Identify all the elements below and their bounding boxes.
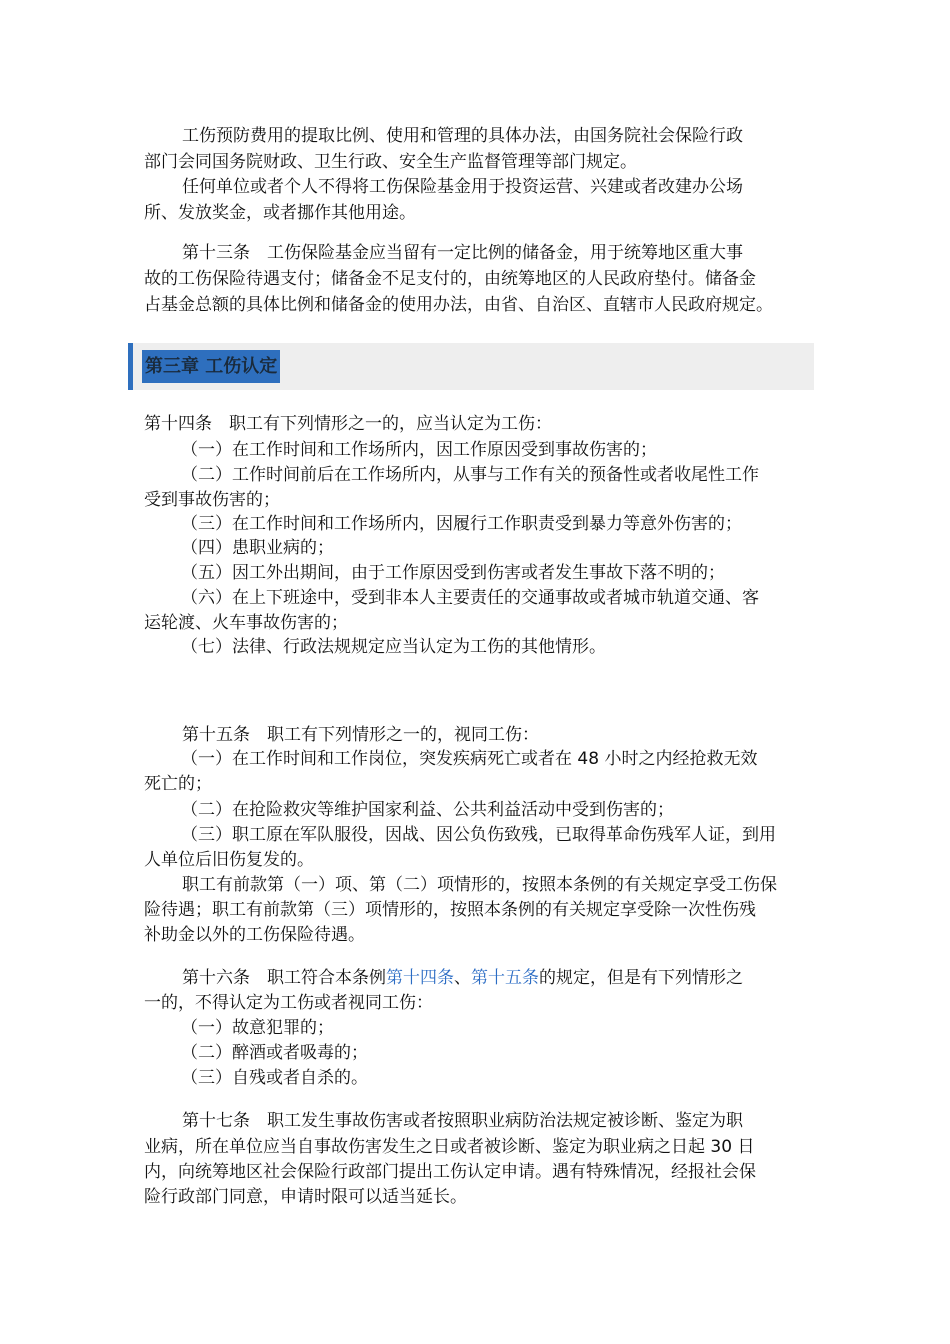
article-15-line: 死亡的； <box>144 774 212 794</box>
article-16-line <box>182 965 743 991</box>
article-16-text: 第十六条 职工符合本条例 <box>182 968 386 988</box>
article-14-line: （五）因工外出期间，由于工作原因受到伤害或者发生事故下落不明的； <box>181 563 725 583</box>
article-13-line: 故的工伤保险待遇支付；储备金不足支付的，由统筹地区的人民政府垫付。储备金 <box>144 269 756 289</box>
chapter-heading-text: 第三章 工伤认定 <box>145 356 278 377</box>
article-15-line: 险待遇；职工有前款第（三）项情形的，按照本条例的有关规定享受除一次性伤残 <box>144 900 756 920</box>
article-14-line: 运轮渡、火车事故伤害的； <box>144 613 348 633</box>
article-15-line: （三）职工原在军队服役，因战、因公负伤致残，已取得革命伤残军人证，到用 <box>181 825 776 845</box>
article-14-line: 受到事故伤害的； <box>144 490 280 510</box>
article-16-line: 一的，不得认定为工伤或者视同工伤： <box>144 993 433 1013</box>
paragraph-line: 工伤预防费用的提取比例、使用和管理的具体办法，由国务院社会保险行政 <box>182 126 743 146</box>
article-14-line: （七）法律、行政法规规定应当认定为工伤的其他情形。 <box>181 637 606 657</box>
article-15-line: 第十五条 职工有下列情形之一的，视同工伤： <box>182 725 539 745</box>
article-15-line: （一）在工作时间和工作岗位，突发疾病死亡或者在 48 小时之内经抢救无效 <box>181 749 758 769</box>
article-15-line: 补助金以外的工伤保险待遇。 <box>144 925 365 945</box>
article-15-line: （二）在抢险救灾等维护国家利益、公共利益活动中受到伤害的； <box>181 800 674 820</box>
article-14-line: 第十四条 职工有下列情形之一的，应当认定为工伤： <box>144 414 552 434</box>
article-14-line: （三）在工作时间和工作场所内，因履行工作职责受到暴力等意外伤害的； <box>181 514 742 534</box>
article-16-line: （一）故意犯罪的； <box>181 1018 334 1038</box>
article-17-line: 内，向统筹地区社会保险行政部门提出工伤认定申请。遇有特殊情况，经报社会保 <box>144 1162 756 1182</box>
article-14-line: （二）工作时间前后在工作场所内，从事与工作有关的预备性或者收尾性工作 <box>181 465 759 485</box>
chapter-heading <box>142 350 280 383</box>
article-17-line: 第十七条 职工发生事故伤害或者按照职业病防治法规定被诊断、鉴定为职 <box>182 1111 743 1131</box>
separator: 、 <box>454 968 471 988</box>
article-15-line: 职工有前款第（一）项、第（二）项情形的，按照本条例的有关规定享受工伤保 <box>182 875 777 895</box>
paragraph-line: 所、发放奖金，或者挪作其他用途。 <box>144 203 416 223</box>
article-16-line: （三）自残或者自杀的。 <box>181 1068 368 1088</box>
article-17-line: 业病，所在单位应当自事故伤害发生之日或者被诊断、鉴定为职业病之日起 30 日 <box>144 1137 755 1157</box>
article-13-line: 占基金总额的具体比例和储备金的使用办法，由省、自治区、直辖市人民政府规定。 <box>144 295 773 315</box>
article-15-line: 人单位后旧伤复发的。 <box>144 850 314 870</box>
article-16-line: （二）醉酒或者吸毒的； <box>181 1043 368 1063</box>
article-17-line: 险行政部门同意，申请时限可以适当延长。 <box>144 1187 467 1207</box>
article-14-line: （六）在上下班途中，受到非本人主要责任的交通事故或者城市轨道交通、客 <box>181 588 759 608</box>
article-13-line: 第十三条 工伤保险基金应当留有一定比例的储备金，用于统筹地区重大事 <box>182 243 743 263</box>
article-14-link[interactable]: 第十四条 <box>386 968 454 988</box>
article-16-text: 的规定，但是有下列情形之 <box>539 968 743 988</box>
paragraph-line: 部门会同国务院财政、卫生行政、安全生产监督管理等部门规定。 <box>144 152 637 172</box>
chapter-heading-accent <box>128 343 133 390</box>
article-14-line: （一）在工作时间和工作场所内，因工作原因受到事故伤害的； <box>181 440 657 460</box>
paragraph-line: 任何单位或者个人不得将工伤保险基金用于投资运营、兴建或者改建办公场 <box>182 177 743 197</box>
article-14-line: （四）患职业病的； <box>181 538 334 558</box>
article-15-link[interactable]: 第十五条 <box>471 968 539 988</box>
